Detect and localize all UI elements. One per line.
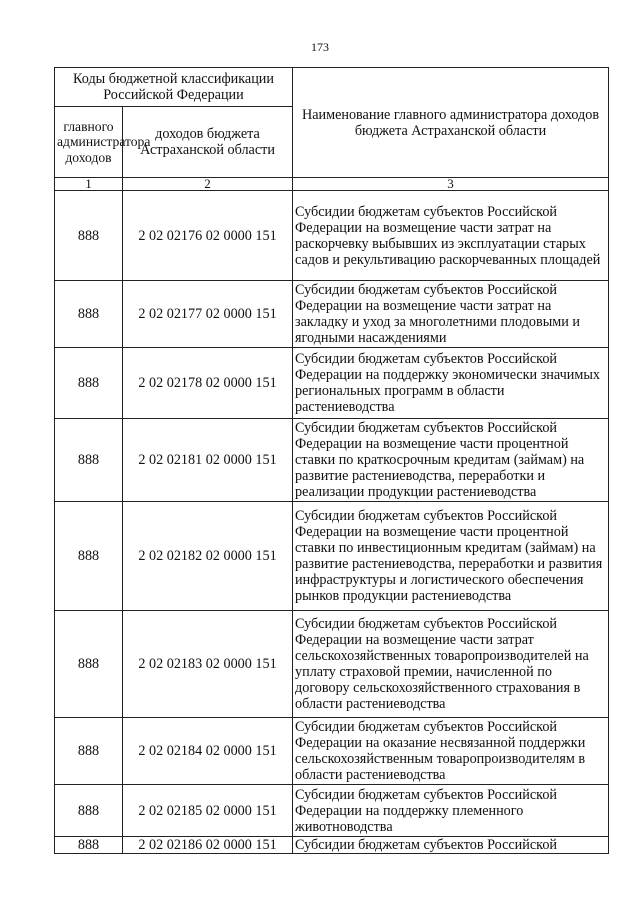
income-name-cell: Субсидии бюджетам субъектов Российской Федерации на возмещение части затрат на раскорчевку выбывших из эксплуатации старых садов и рекультивацию раскорчеванных площадей	[293, 191, 609, 281]
table-row	[55, 785, 609, 837]
income-code-cell: 2 02 02183 02 0000 151	[123, 611, 293, 718]
admin-code-cell: 888	[55, 837, 123, 854]
income-name-cell: Субсидии бюджетам субъектов Российской Федерации на возмещение части затрат на закладку и уход за многолетними плодовыми и ягодными насаждениями	[293, 281, 609, 348]
income-code-cell: 2 02 02181 02 0000 151	[123, 419, 293, 502]
admin-code-cell: 888	[55, 191, 123, 281]
admin-code-cell: 888	[55, 718, 123, 785]
income-name-cell: Субсидии бюджетам субъектов Российской Федерации на возмещение части процентной ставки по краткосрочным кредитам (займам) на развитие растениеводства, переработки и реализации продукции растениеводства	[293, 419, 609, 502]
admin-code-cell: 888	[55, 419, 123, 502]
column-number: 1	[55, 178, 123, 191]
income-name-cell: Субсидии бюджетам субъектов Российской Федерации на оказание несвязанной поддержки сельскохозяйственным товаропроизводителям в области растениеводства	[293, 718, 609, 785]
header-codes-group: Коды бюджетной классификации Российской Федерации	[55, 68, 293, 107]
income-name-cell: Субсидии бюджетам субъектов Российской	[293, 837, 609, 854]
income-code-cell: 2 02 02184 02 0000 151	[123, 718, 293, 785]
table-row	[55, 419, 609, 502]
column-number-row	[55, 178, 609, 191]
admin-code-cell: 888	[55, 348, 123, 419]
income-name-cell: Субсидии бюджетам субъектов Российской Федерации на поддержку племенного животноводства	[293, 785, 609, 837]
column-number: 2	[123, 178, 293, 191]
header-admin-column: главного администратора доходов	[55, 107, 123, 178]
table-row	[55, 281, 609, 348]
table-row	[55, 502, 609, 611]
income-code-cell: 2 02 02176 02 0000 151	[123, 191, 293, 281]
column-number: 3	[293, 178, 609, 191]
admin-code-cell: 888	[55, 502, 123, 611]
income-name-cell: Субсидии бюджетам субъектов Российской Федерации на возмещение части затрат сельскохозяйственных товаропроизводителей на уплату страховой премии, начисленной по договору сельскохозяйственного страхования в области растениеводства	[293, 611, 609, 718]
table-row	[55, 611, 609, 718]
page-number: 173	[311, 40, 329, 54]
table-row	[55, 837, 609, 854]
income-code-cell: 2 02 02185 02 0000 151	[123, 785, 293, 837]
income-name-cell: Субсидии бюджетам субъектов Российской Федерации на поддержку экономически значимых региональных программ в области растениеводства	[293, 348, 609, 419]
header-income-column: доходов бюджета Астраханской области	[123, 107, 293, 178]
header-name-column: Наименование главного администратора доходов бюджета Астраханской области	[293, 68, 609, 178]
table-row	[55, 191, 609, 281]
income-code-cell: 2 02 02186 02 0000 151	[123, 837, 293, 854]
income-code-cell: 2 02 02177 02 0000 151	[123, 281, 293, 348]
admin-code-cell: 888	[55, 281, 123, 348]
admin-code-cell: 888	[55, 611, 123, 718]
table-row	[55, 348, 609, 419]
income-code-cell: 2 02 02178 02 0000 151	[123, 348, 293, 419]
table-row	[55, 718, 609, 785]
income-code-cell: 2 02 02182 02 0000 151	[123, 502, 293, 611]
income-name-cell: Субсидии бюджетам субъектов Российской Федерации на возмещение части процентной ставки по инвестиционным кредитам (займам) на развитие растениеводства, переработки и развития инфраструктуры и логистического обеспечения рынков продукции растениеводства	[293, 502, 609, 611]
admin-code-cell: 888	[55, 785, 123, 837]
budget-classification-table	[54, 67, 609, 854]
